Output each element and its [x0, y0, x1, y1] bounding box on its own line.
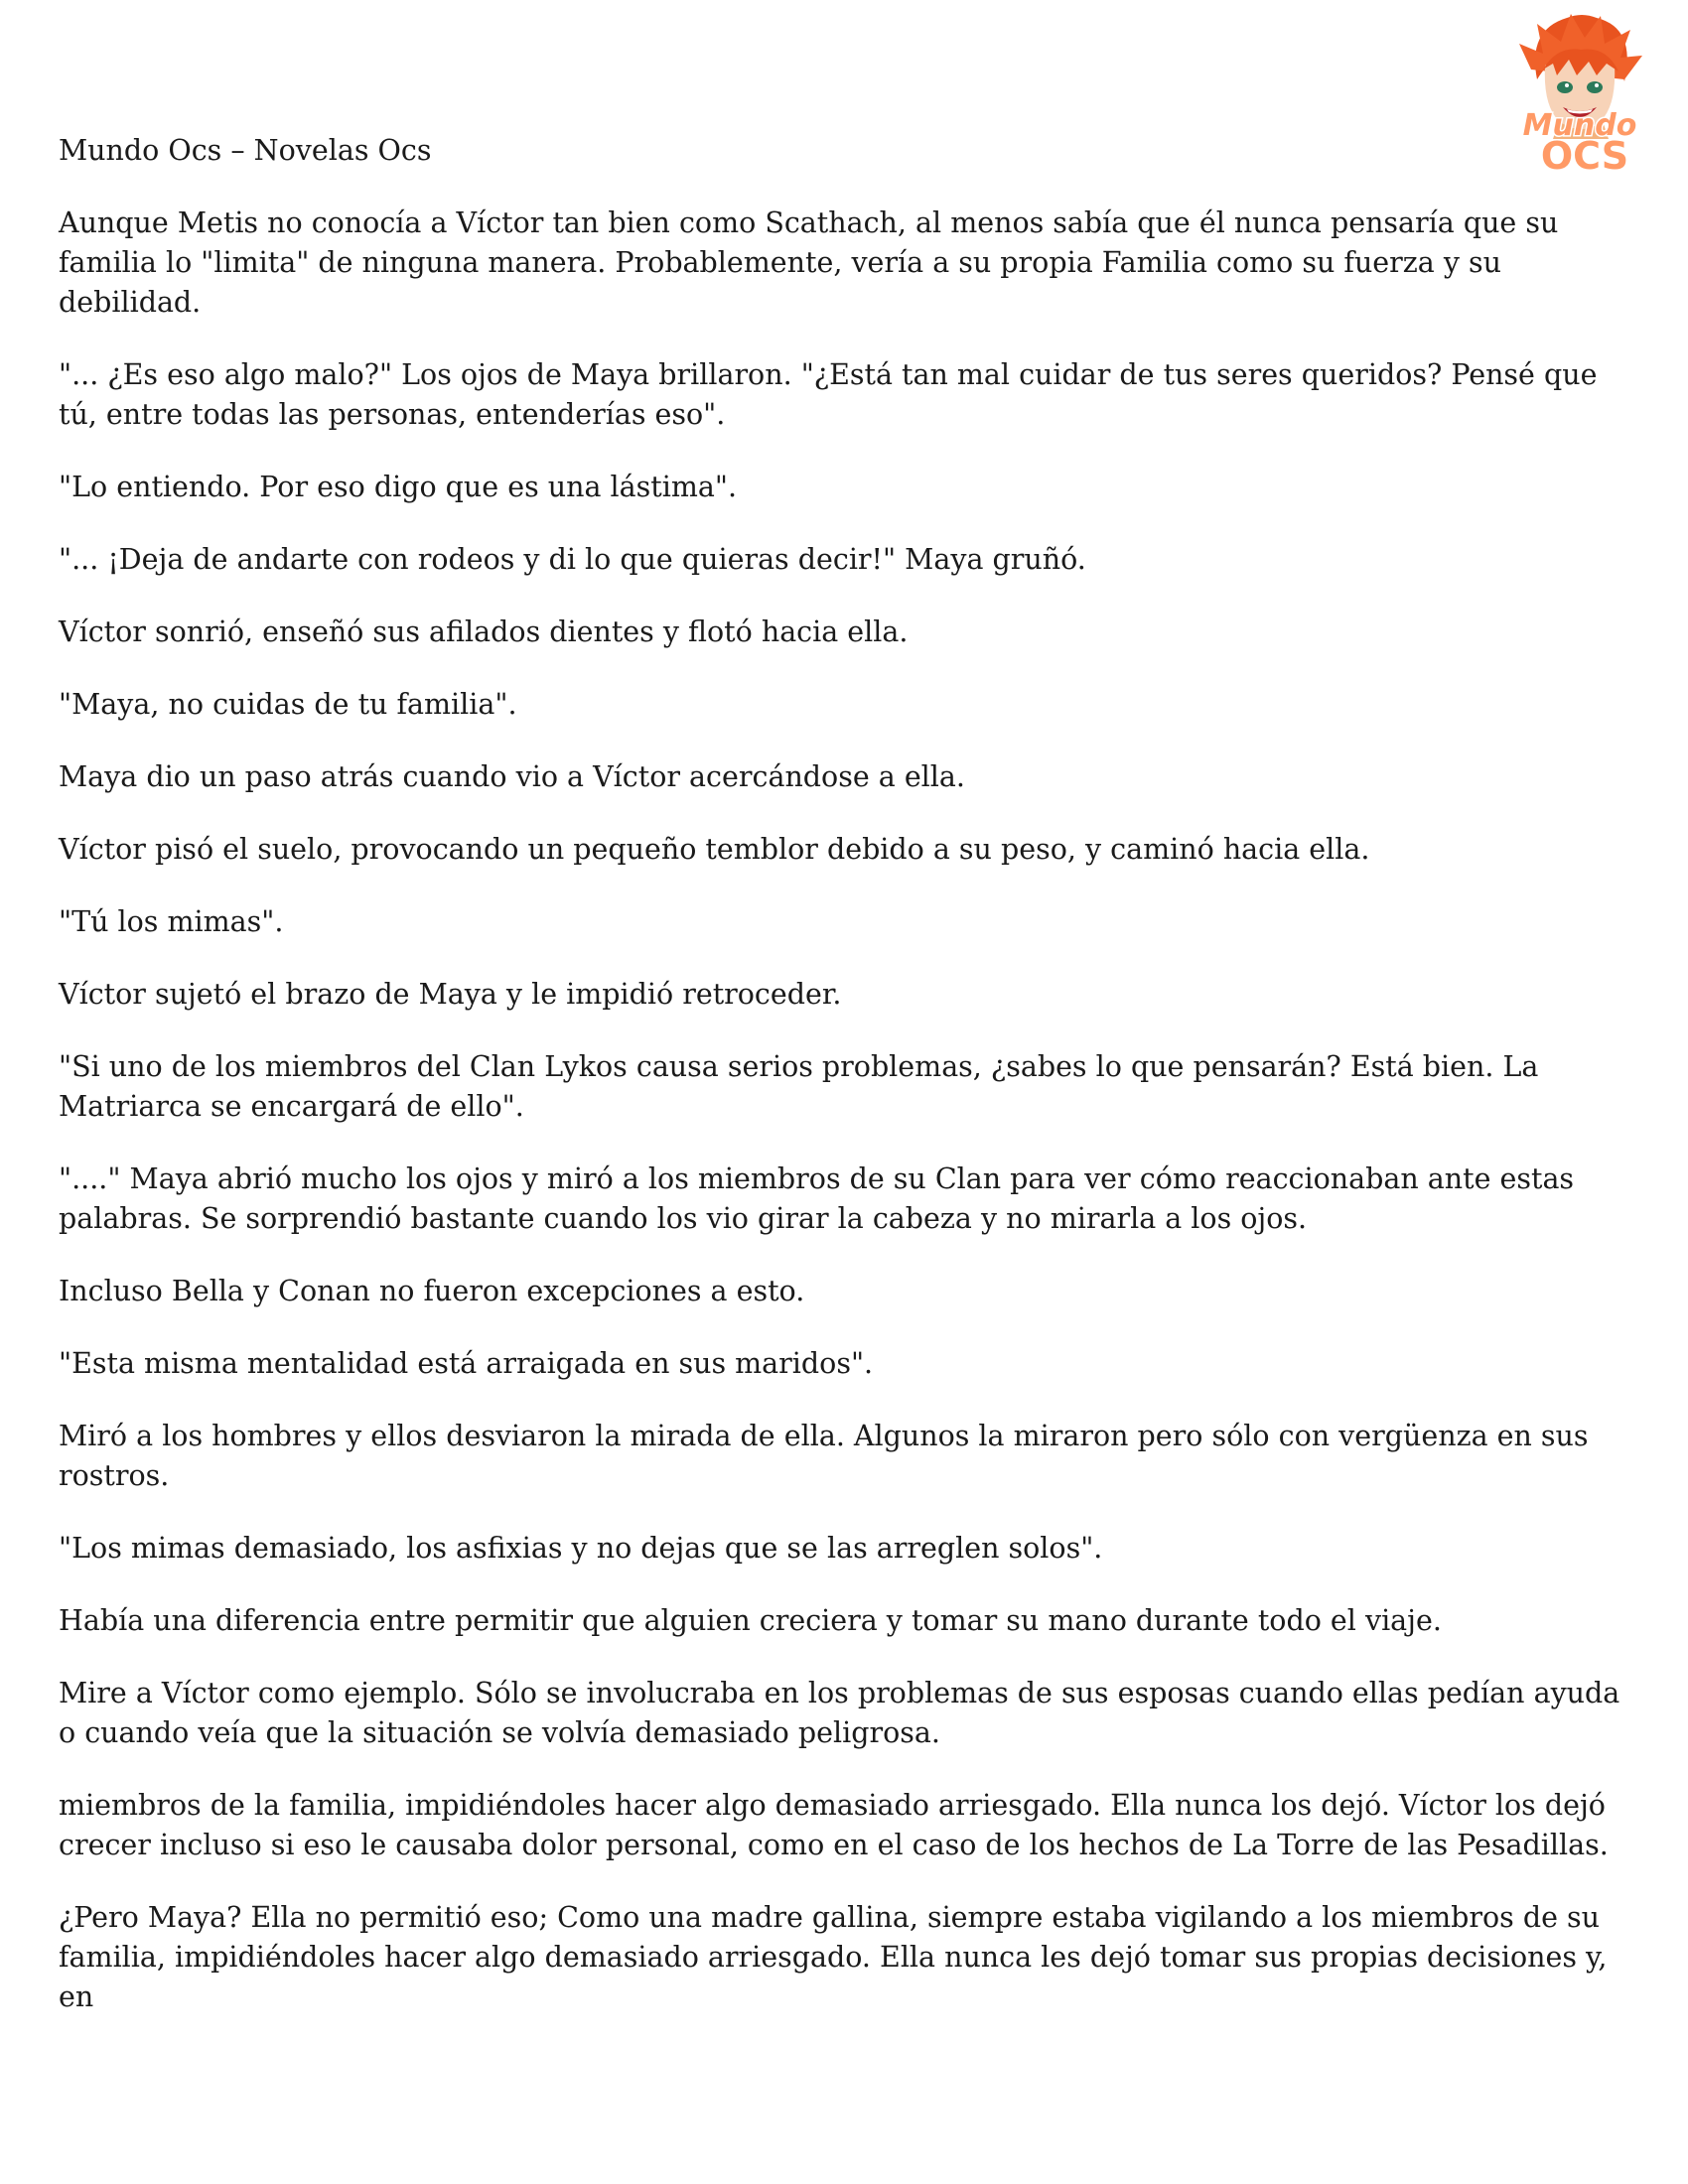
paragraph: "Lo entiendo. Por eso digo que es una lástima".: [59, 471, 737, 503]
logo-text-line2: OCS: [1540, 134, 1629, 178]
paragraph: "...." Maya abrió mucho los ojos y miró a los miembros de su Clan para ver cómo reaccionaban ante estas palabras. Se sorprendió bastante cuando los vio girar la cabeza y no mirarla a los ojos.: [59, 1162, 1575, 1235]
logo-text-line1: Mundo: [1522, 108, 1637, 143]
paragraph: Mire a Víctor como ejemplo. Sólo se involucraba en los problemas de sus esposas cuando ellas pedían ayuda o cuando veía que la situación se volvía demasiado peligrosa.: [59, 1677, 1620, 1749]
page-header: Mundo Ocs – Novelas Ocs: [59, 134, 432, 167]
paragraph: "Tú los mimas".: [59, 905, 284, 938]
paragraph: miembros de la familia, impidiéndoles hacer algo demasiado arriesgado. Ella nunca los dejó. Víctor los dejó crecer incluso si eso le causaba dolor personal, como en el caso de los hechos de La Torre de las Pesadillas.: [59, 1789, 1609, 1861]
paragraph: Víctor pisó el suelo, provocando un pequeño temblor debido a su peso, y caminó hacia ella.: [59, 833, 1370, 866]
paragraph: "... ¡Deja de andarte con rodeos y di lo que quieras decir!" Maya gruñó.: [59, 543, 1086, 576]
paragraph: "Maya, no cuidas de tu familia".: [59, 688, 517, 721]
paragraph: "Los mimas demasiado, los asfixias y no dejas que se las arreglen solos".: [59, 1532, 1103, 1565]
paragraph: Víctor sujetó el brazo de Maya y le impidió retroceder.: [59, 978, 842, 1011]
paragraph: "Esta misma mentalidad está arraigada en sus maridos".: [59, 1347, 874, 1380]
paragraph: Incluso Bella y Conan no fueron excepciones a esto.: [59, 1275, 805, 1307]
paragraph: Miró a los hombres y ellos desviaron la mirada de ella. Algunos la miraron pero sólo con vergüenza en sus rostros.: [59, 1420, 1589, 1492]
paragraph: ¿Pero Maya? Ella no permitió eso; Como una madre gallina, siempre estaba vigilando a los miembros de su familia, impidiéndoles hacer algo demasiado arriesgado. Ella nunca les dejó tomar sus propias decisiones y, en: [59, 1901, 1608, 2013]
paragraph: "Si uno de los miembros del Clan Lykos causa serios problemas, ¿sabes lo que pensarán? Está bien. La Matriarca se encargará de ello".: [59, 1050, 1539, 1123]
paragraph: Maya dio un paso atrás cuando vio a Víctor acercándose a ella.: [59, 760, 965, 793]
paragraph: "... ¿Es eso algo malo?" Los ojos de Maya brillaron. "¿Está tan mal cuidar de tus seres queridos? Pensé que tú, entre todas las personas, entenderías eso".: [59, 358, 1598, 431]
paragraph: Había una diferencia entre permitir que alguien creciera y tomar su mano durante todo el viaje.: [59, 1604, 1442, 1637]
mundo-ocs-logo-icon: [1497, 10, 1662, 181]
document-body: [59, 204, 1637, 2050]
paragraph: Víctor sonrió, enseñó sus afilados dientes y flotó hacia ella.: [59, 615, 909, 648]
paragraph: Aunque Metis no conocía a Víctor tan bien como Scathach, al menos sabía que él nunca pensaría que su familia lo "limita" de ninguna manera. Probablemente, vería a su propia Familia como su fuerza y su debilidad.: [59, 206, 1559, 319]
